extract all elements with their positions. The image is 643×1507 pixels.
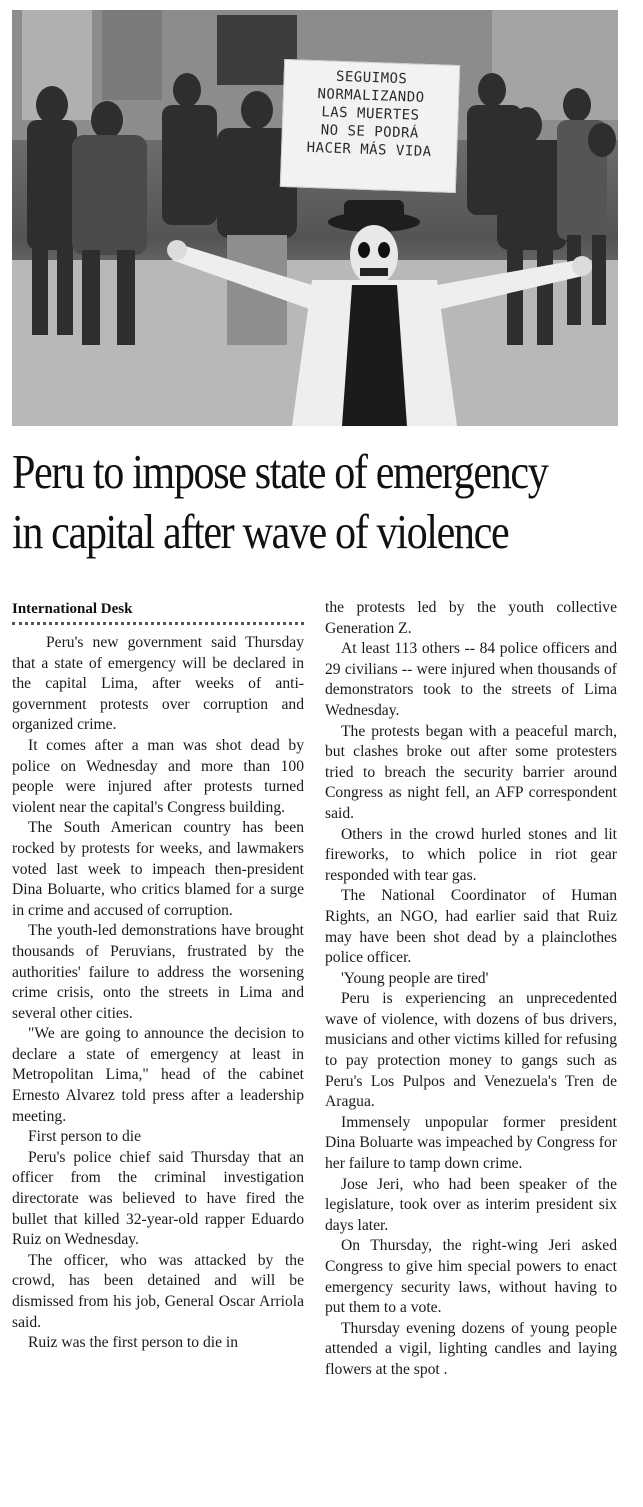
protest-photo — [12, 10, 618, 426]
headline — [12, 442, 548, 562]
paragraph: "We are going to announce the decision to declare a state of emergency at least in Metropolitan Lima," head of the cabinet Ernesto Alvarez told press after a leadership meeting. — [12, 1025, 304, 1125]
paragraph: The youth-led demonstrations have brought thousands of Peruvians, frustrated by the authorities' failure to address the worsening crime crisis, onto the streets in Lima and several other cities. — [12, 922, 304, 1022]
sign-line: NO SE PODRÁ — [320, 122, 420, 142]
subheading: 'Young people are tired' — [341, 969, 489, 987]
paragraph: The South American country has been rocked by protests for weeks, and lawmakers voted last week to impeach then-president Dina Boluarte, who critics blamed for a surge in crime and accused of corruption. — [12, 819, 304, 919]
paragraph: It comes after a man was shot dead by police on Wednesday and more than 100 people were injured after protests turned violent near the capital's Congress building. — [12, 736, 304, 816]
paragraph: Peru's police chief said Thursday that an officer from the criminal investigation directorate was believed to have fired the bullet that killed 32-year-old rapper Eduardo Ruiz on Wednesday. — [12, 1148, 304, 1249]
subheading: First person to die — [28, 1128, 142, 1146]
paragraph: At least 113 others -- 84 police officers and 29 civilians -- were injured when thousands of demonstrators took to the streets of Lima Wednesday. — [325, 640, 617, 719]
paragraph: Thursday evening dozens of young people attended a vigil, lighting candles and laying flowers at the spot . — [325, 1319, 617, 1378]
sign-line: LAS MUERTES — [321, 104, 420, 124]
sign-line: SEGUIMOS — [335, 68, 408, 88]
paragraph: Others in the crowd hurled stones and lit fireworks, to which police in riot gear responded with tear gas. — [325, 825, 617, 884]
protest-sign — [280, 59, 460, 193]
paragraph: The protests began with a peaceful march, but clashes broke out after some protesters tried to breach the security barrier around Congress as night fell, an AFP correspondent said. — [325, 722, 617, 822]
byline: International Desk — [12, 601, 133, 617]
byline-divider — [12, 622, 304, 625]
article-column-left — [12, 600, 304, 1354]
headline-line-2: in capital after wave of violence — [12, 504, 509, 559]
paragraph: Peru's new government said Thursday that a state of emergency will be declared in the capital Lima, after weeks of anti-government protests over corruption and organized crime. — [12, 634, 304, 734]
sign-line: HACER MÁS VIDA — [306, 139, 432, 161]
paragraph: The National Coordinator of Human Rights, an NGO, had earlier said that Ruiz may have been shot dead by a plainclothes police officer. — [325, 887, 617, 967]
paragraph: On Thursday, the right-wing Jeri asked Congress to give him special powers to enact emergency security laws, without having to put them to a vote. — [325, 1237, 617, 1317]
paragraph: The officer, who was attacked by the crowd, has been detained and will be dismissed from his job, General Oscar Arriola said. — [12, 1251, 304, 1331]
paragraph: Immensely unpopular former president Dina Boluarte was impeached by Congress for her failure to tamp down crime. — [325, 1113, 617, 1173]
paragraph: Ruiz was the first person to die in — [28, 1334, 239, 1352]
article-column-right — [325, 598, 617, 1381]
headline-line-1: Peru to impose state of emergency — [12, 444, 548, 499]
sign-line: NORMALIZANDO — [317, 86, 425, 106]
paragraph: Jose Jeri, who had been speaker of the legislature, took over as interim president six days later. — [325, 1175, 617, 1234]
paragraph: Peru is experiencing an unprecedented wave of violence, with dozens of bus drivers, musicians and other victims killed for refusing to pay protection money to gangs such as Peru's Los Pulpos and Venezuela's Tren de Aragua. — [325, 990, 617, 1111]
paragraph: the protests led by the youth collective Generation Z. — [325, 599, 617, 637]
